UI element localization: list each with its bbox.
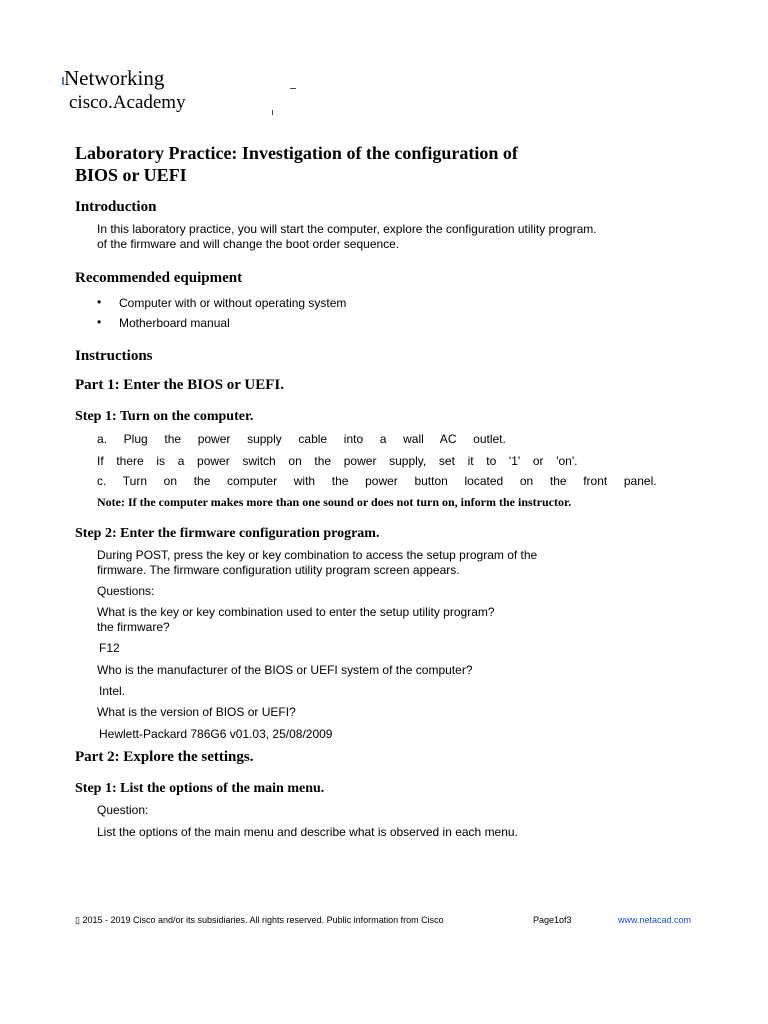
footer-copyright: ▯ 2015 - 2019 Cisco and/or its subsidiaries. All rights reserved. Public information from Cisco xyxy=(75,915,444,925)
part1-step1-line-c: c. Turn on the computer with the power button located on the front panel. xyxy=(97,474,657,488)
page-title-line-1: Laboratory Practice: Investigation of the configuration of xyxy=(75,143,518,163)
logo-underline-fragment xyxy=(290,88,296,89)
introduction-line-2: of the firmware and will change the boot order sequence. xyxy=(97,237,400,251)
equipment-bullet-1: • xyxy=(97,295,102,309)
answer-1: F12 xyxy=(99,641,120,655)
introduction-line-1: In this laboratory practice, you will start the computer, explore the configuration utility program. xyxy=(97,222,597,236)
part2-question: List the options of the main menu and describe what is observed in each menu. xyxy=(97,825,518,839)
logo-line-1: Networking xyxy=(64,66,165,90)
part1-step2-para-line-1: During POST, press the key or key combination to access the setup program of the xyxy=(97,548,538,562)
page-title-line-2: BIOS or UEFI xyxy=(75,165,187,185)
equipment-bullet-2: • xyxy=(97,315,102,329)
part2-step1-heading: Step 1: List the options of the main menu. xyxy=(75,781,325,796)
part2-heading: Part 2: Explore the settings. xyxy=(75,749,254,765)
answer-3: Hewlett-Packard 786G6 v01.03, 25/08/2009 xyxy=(99,727,333,741)
logo-tick-fragment xyxy=(272,110,273,115)
footer-page-number: Page1of3 xyxy=(533,915,572,925)
questions-label: Questions: xyxy=(97,584,155,598)
equipment-item-1: Computer with or without operating system xyxy=(119,296,347,310)
answer-2: Intel. xyxy=(99,684,126,698)
question-2: Who is the manufacturer of the BIOS or UEFI system of the computer? xyxy=(97,663,473,677)
equipment-item-2: Motherboard manual xyxy=(119,316,230,330)
logo-line-2: cisco.Academy xyxy=(69,92,186,113)
part1-step1-line-b: If there is a power switch on the power supply, set it to '1' or 'on'. xyxy=(97,454,578,468)
part1-step1-line-a: a. Plug the power supply cable into a wall AC outlet. xyxy=(97,432,506,446)
question-1-line-2: the firmware? xyxy=(97,620,170,634)
instructions-heading: Instructions xyxy=(75,348,153,364)
footer-website-link[interactable]: www.netacad.com xyxy=(618,915,692,925)
part1-heading: Part 1: Enter the BIOS or UEFI. xyxy=(75,377,285,393)
question-3: What is the version of BIOS or UEFI? xyxy=(97,705,296,719)
part2-question-label: Question: xyxy=(97,803,149,817)
equipment-heading: Recommended equipment xyxy=(75,270,243,286)
part1-step1-note: Note: If the computer makes more than one sound or does not turn on, inform the instructor. xyxy=(97,495,572,509)
question-1-line-1: What is the key or key combination used to enter the setup utility program? xyxy=(97,605,495,619)
part1-step2-para-line-2: firmware. The firmware configuration utility program screen appears. xyxy=(97,563,460,577)
part1-step2-heading: Step 2: Enter the firmware configuration program. xyxy=(75,526,380,541)
introduction-heading: Introduction xyxy=(75,199,157,215)
logo xyxy=(60,66,320,122)
page-title xyxy=(75,142,715,186)
part1-step1-heading: Step 1: Turn on the computer. xyxy=(75,409,254,424)
